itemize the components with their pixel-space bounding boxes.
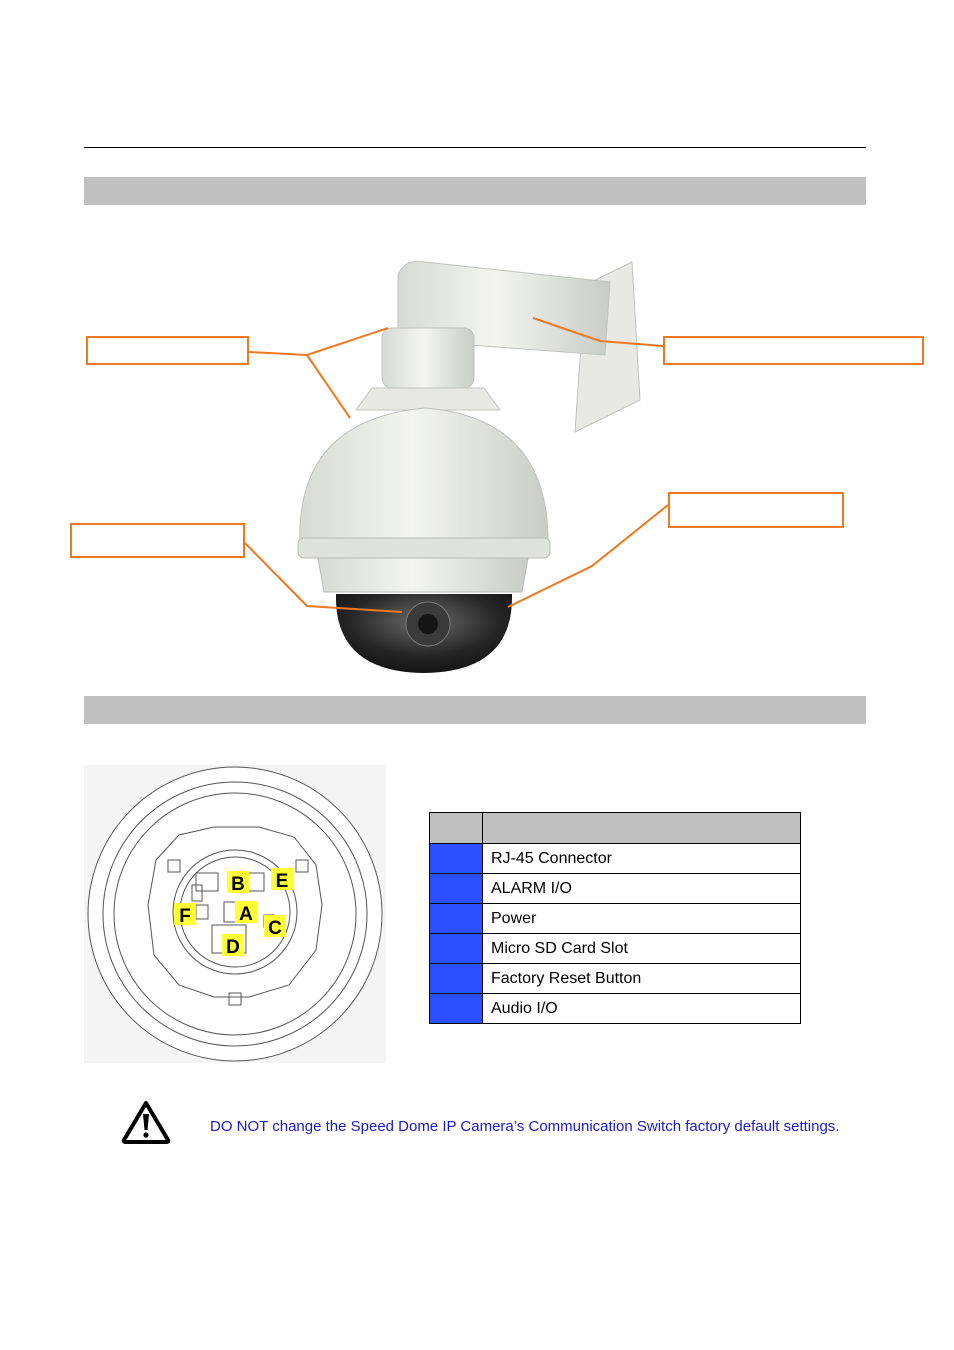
- table-key-cell: [430, 994, 483, 1024]
- table-row: [430, 964, 801, 994]
- table-header-description: [483, 813, 801, 844]
- table-key-cell: [430, 964, 483, 994]
- table-description-cell: Audio I/O: [483, 994, 801, 1024]
- diagram-label-c: C: [268, 918, 282, 939]
- table-description-cell: Micro SD Card Slot: [483, 934, 801, 964]
- table-row: [430, 874, 801, 904]
- connector-diagram: [84, 765, 386, 1063]
- table-header-row: [430, 813, 801, 844]
- table-key-cell: [430, 934, 483, 964]
- header-rule: [84, 147, 866, 148]
- section-bar-camera-overview: [84, 177, 866, 205]
- diagram-label-f: F: [179, 906, 191, 927]
- callout-box-dome-cover: [668, 492, 844, 528]
- table-description-cell: RJ-45 Connector: [483, 844, 801, 874]
- table-row: [430, 934, 801, 964]
- table-row: [430, 844, 801, 874]
- callout-box-neck: [86, 336, 249, 365]
- connector-table: [429, 812, 801, 1024]
- table-description-cell: ALARM I/O: [483, 874, 801, 904]
- table-row: [430, 904, 801, 934]
- table-header-key: [430, 813, 483, 844]
- table-key-cell: [430, 904, 483, 934]
- table-key-cell: [430, 874, 483, 904]
- diagram-label-b: B: [231, 874, 245, 895]
- table-key-cell: [430, 844, 483, 874]
- warning-text: DO NOT change the Speed Dome IP Camera’s Communication Switch factory default settings.: [210, 1118, 840, 1135]
- table-row: [430, 994, 801, 1024]
- section-bar-connectors: [84, 696, 866, 724]
- diagram-label-d: D: [226, 937, 240, 958]
- diagram-label-a: A: [239, 904, 253, 925]
- diagram-label-e: E: [275, 871, 289, 892]
- table-description-cell: Power: [483, 904, 801, 934]
- warning-icon: [121, 1100, 171, 1144]
- camera-photo: [0, 240, 954, 680]
- callout-box-bracket: [663, 336, 924, 365]
- callout-box-lens: [70, 523, 245, 558]
- table-description-cell: Factory Reset Button: [483, 964, 801, 994]
